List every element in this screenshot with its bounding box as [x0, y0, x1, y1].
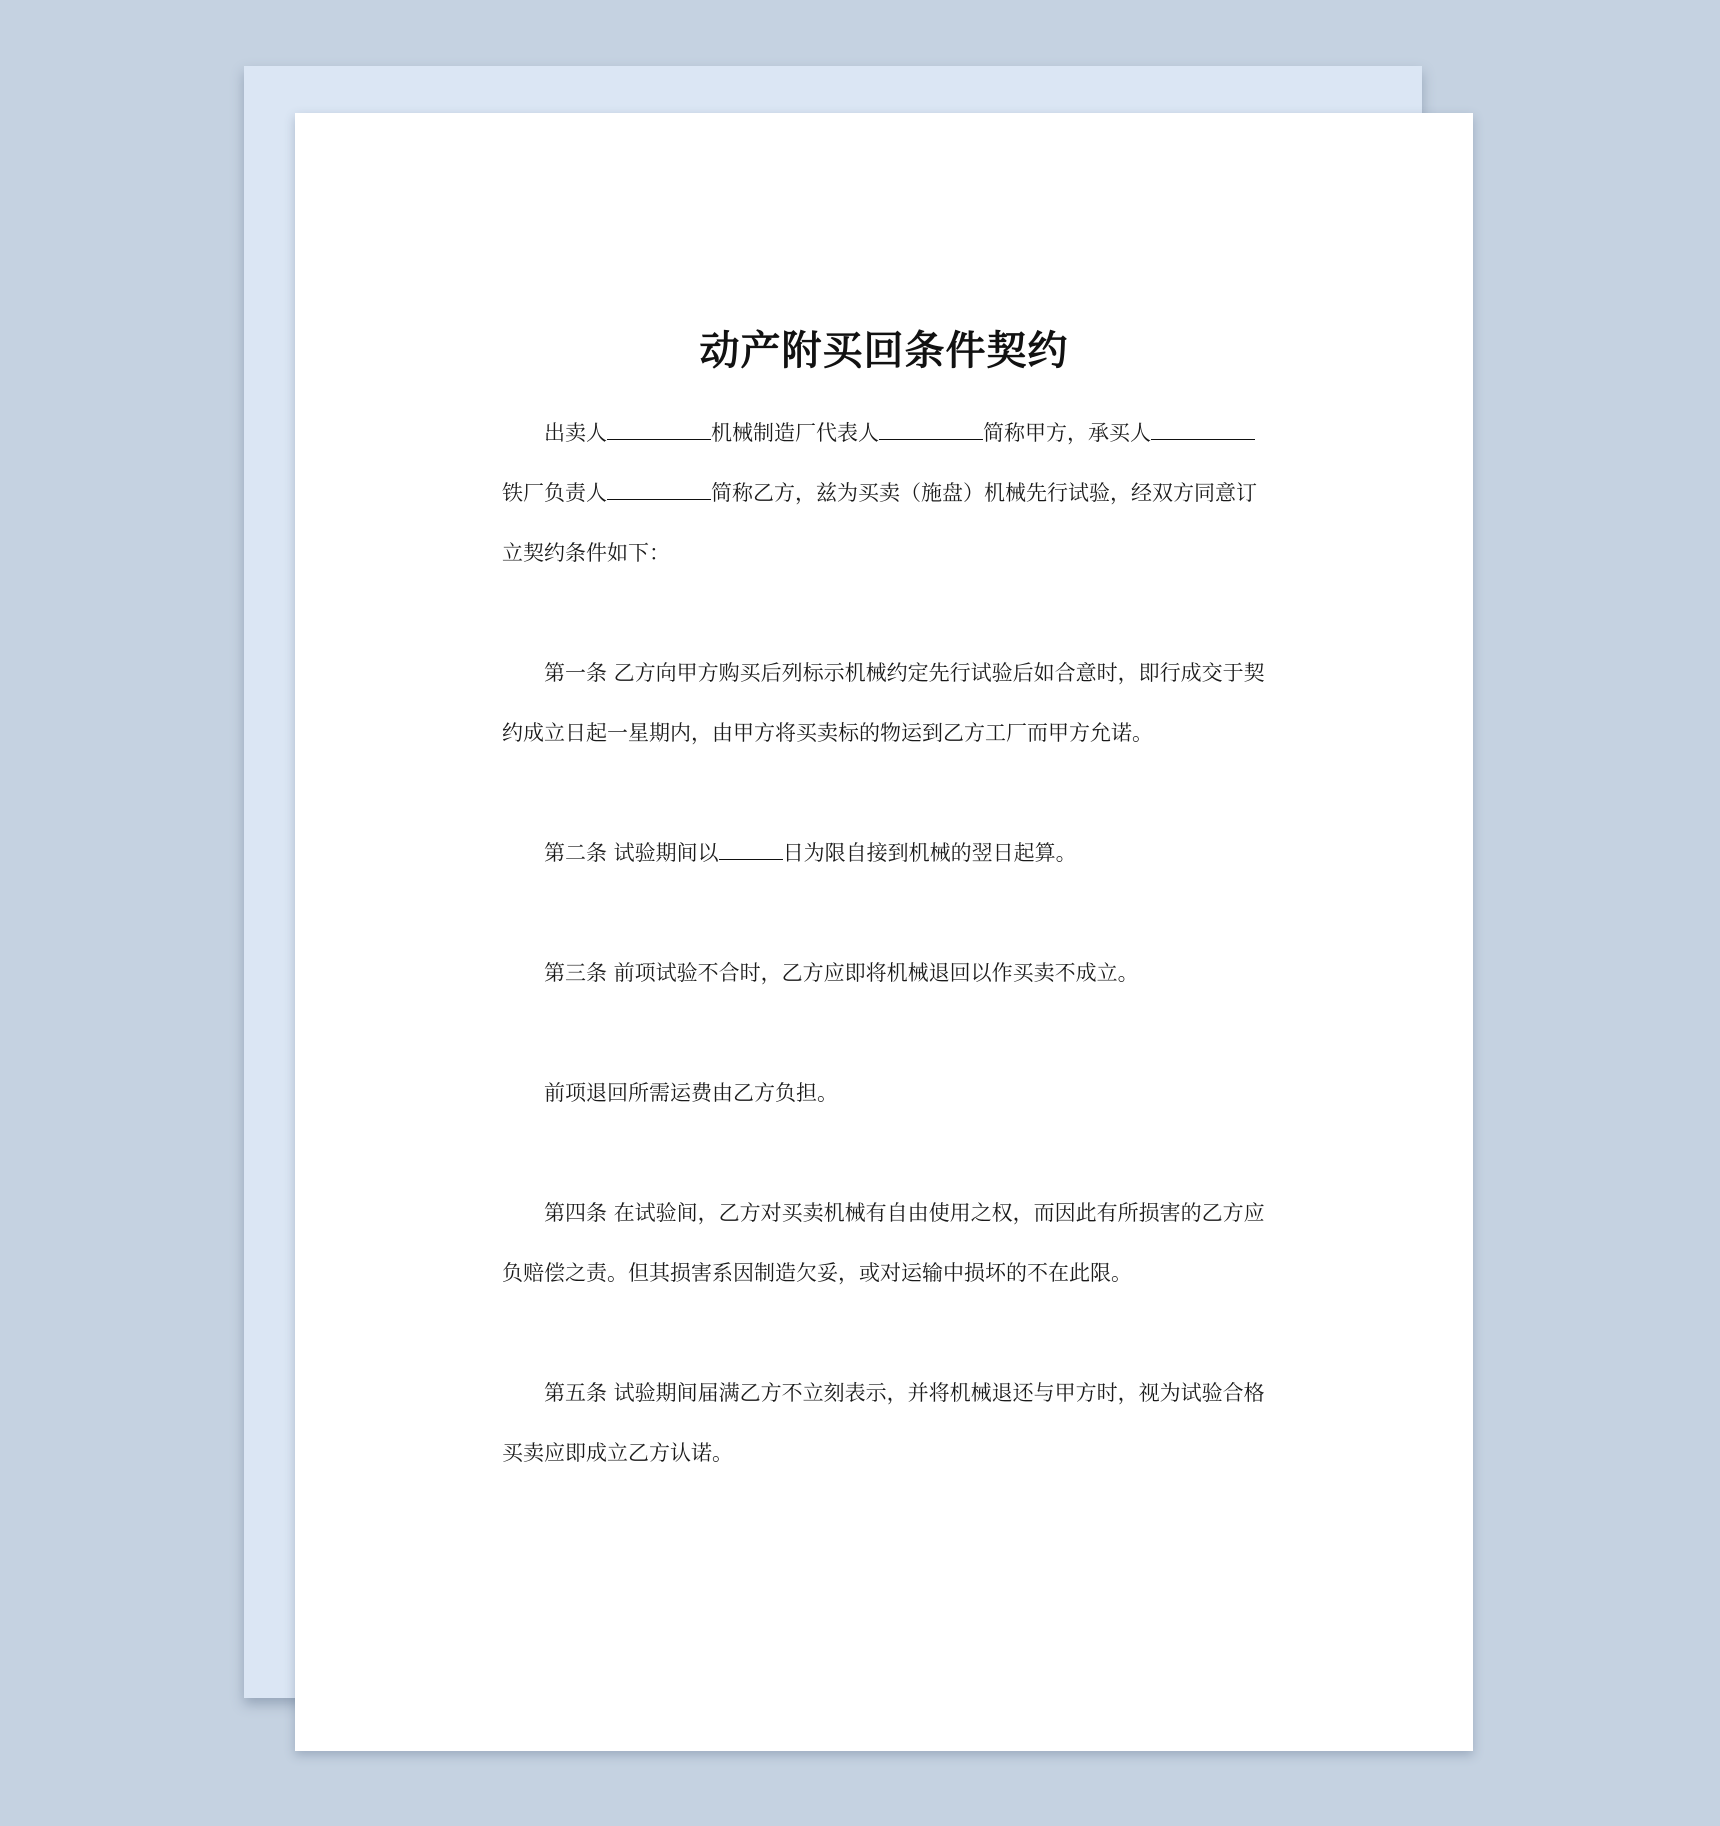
intro-terms-text: 简称乙方，兹为买卖（施盘）机械先行试验，经双方同意订立契约条件如下：: [502, 481, 1257, 565]
article-5: 第五条 试验期间届满乙方不立刻表示，并将机械退还与甲方时，视为试验合格买卖应即成立乙方认诺。: [502, 1381, 1265, 1465]
article-2-text-b: 日为限自接到机械的翌日起算。: [782, 841, 1077, 865]
representative-blank: [879, 419, 983, 440]
document-page: [295, 113, 1473, 1751]
article-4: 第四条 在试验间，乙方对买卖机械有自由使用之权，而因此有所损害的乙方应负赔偿之责。但其损害系因制造欠妥，或对运输中损坏的不在此限。: [502, 1201, 1265, 1285]
buyer-blank: [1151, 419, 1255, 440]
article-2: [502, 823, 1272, 883]
intro-buyer-label: 简称甲方，承买人: [983, 421, 1151, 445]
document-title: 动产附买回条件契约: [699, 328, 1069, 374]
article-2-text-a: 第二条 试验期间以: [544, 841, 719, 865]
intro-representative-label: 机械制造厂代表人: [711, 421, 879, 445]
manager-blank: [607, 479, 711, 500]
article-3: 第三条 前项试验不合时，乙方应即将机械退回以作买卖不成立。: [544, 961, 1139, 985]
intro-paragraph: [502, 403, 1272, 583]
article-3-note: 前项退回所需运费由乙方负担。: [544, 1081, 838, 1105]
intro-manager-label: 铁厂负责人: [502, 481, 607, 505]
article-1: 第一条 乙方向甲方购买后列标示机械约定先行试验后如合意时，即行成交于契约成立日起一星期内，由甲方将买卖标的物运到乙方工厂而甲方允诺。: [502, 661, 1265, 745]
intro-seller-label: 出卖人: [544, 421, 607, 445]
trial-days-blank: [719, 839, 783, 860]
document-body: [502, 403, 1272, 1483]
seller-blank: [607, 419, 711, 440]
